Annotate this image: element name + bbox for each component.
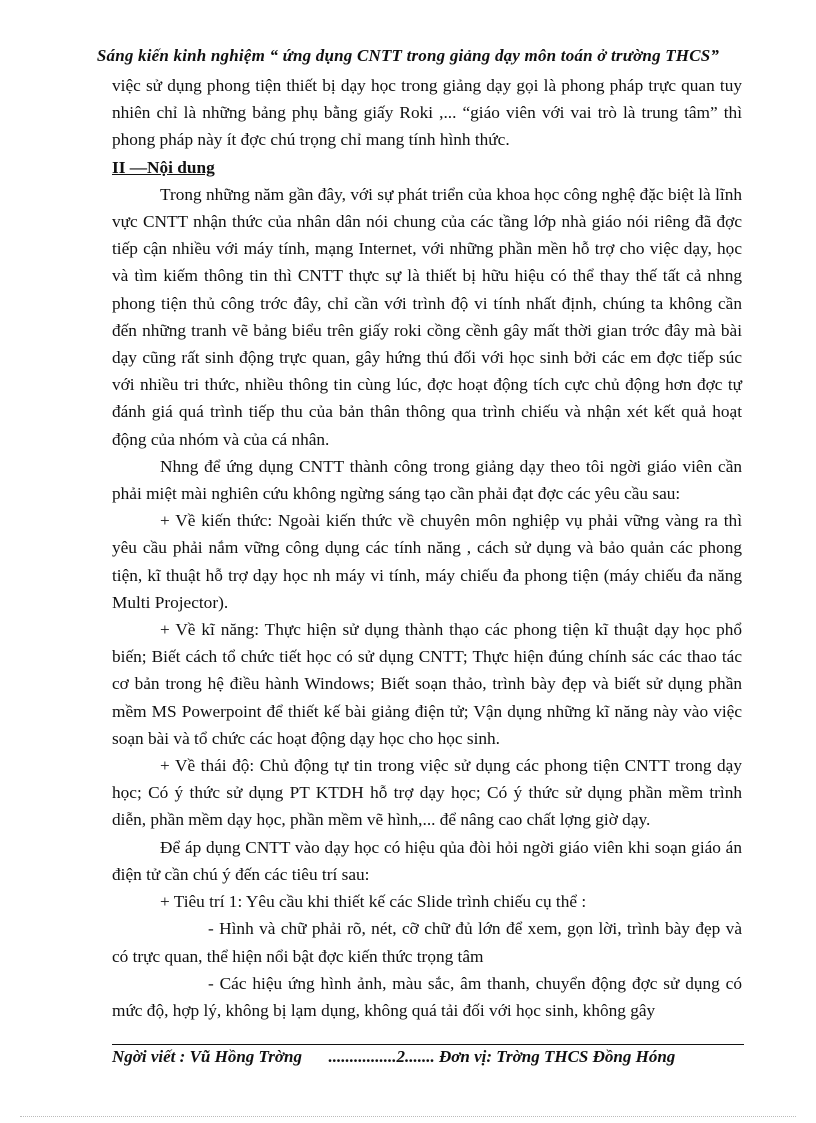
- page-footer: [112, 1047, 752, 1067]
- attitude-paragraph: + Về thái độ: Chủ động tự tin trong việc sử dụng các phong tiện CNTT trong dạy học; Có ý thức sử dụng PT KTDH hỗ trợ dạy học; Có ý thức sử dụng phần mềm trình diễn, phần mềm dạy học, phần mềm vẽ hình,... để nâng cao chất lợng giờ dạy.: [112, 756, 742, 830]
- footer-divider: [112, 1044, 744, 1045]
- section-heading: II —Nội dung: [112, 157, 215, 177]
- criterion-1: + Tiêu trí 1: Yêu cầu khi thiết kế các Slide trình chiếu cụ thể :: [160, 892, 587, 912]
- document-body: [112, 72, 742, 1024]
- skills-paragraph: + Về kĩ năng: Thực hiện sử dụng thành thạo các phong tiện kĩ thuật dạy học phổ biến; Biết cách tổ chức tiết học có sử dụng CNTT; Thực hiện đúng chính sác các thao tác cơ bản trong hệ điều hành Windows; Biết soạn thảo, trình bày đẹp và biết sử dụng phần mềm MS Powerpoint để thiết kế bài giảng điện tử; Vận dụng những kĩ năng này vào việc soạn bài và tổ chức các hoạt động dạy học cho học sinh.: [112, 620, 742, 748]
- page-header: Sáng kiến kinh nghiệm “ ứng dụng CNTT trong giảng dạy môn toán ở trường THCS”: [96, 46, 720, 65]
- knowledge-paragraph: + Về kiến thức: Ngoài kiến thức về chuyên môn nghiệp vụ phải vững vàng ra thì yêu cầu phải nắm vững công dụng các tính năng , cách sử dụng và bảo quản các phong tiện, kĩ thuật hỗ trợ dạy học nh máy vi tính, máy chiếu đa phong tiện (máy chiếu đa năng Multi Projector).: [112, 511, 742, 612]
- bullet-1: - Hình và chữ phải rõ, nét, cỡ chữ đủ lớn để xem, gọn lời, trình bày đẹp và có trực quan, thể hiện nổi bật đợc kiến thức trọng tâm: [112, 919, 742, 966]
- footer-author: Ngời viết : Vũ Hồng Trờng: [112, 1047, 302, 1066]
- footer-page-number: ................2.......: [328, 1047, 435, 1066]
- intro-paragraph: việc sử dụng phong tiện thiết bị dạy học trong giảng dạy gọi là phong pháp trực quan tuy nhiên chỉ là những bảng phụ bằng giấy Roki ,... “giáo viên với vai trò là trung tâm” thì phong pháp này ít đợc chú trọng chỉ mang tính hình thức.: [112, 76, 742, 150]
- footer-unit: Đơn vị: Trờng THCS Đồng Hóng: [439, 1047, 676, 1066]
- paragraph-2: Nhng để ứng dụng CNTT thành công trong giảng dạy theo tôi ngời giáo viên cần phải miệt mài nghiên cứu không ngừng sáng tạo cần phải đạt đợc các yêu cầu sau:: [112, 456, 742, 504]
- paragraph-1: Trong những năm gần đây, với sự phát triển của khoa học công nghệ đặc biệt là lĩnh vực CNTT nhận thức của nhân dân nói chung của các tầng lớp nhà giáo nói riêng đã đợc tiếp cận nhiều với máy tính, mạng Internet, với những phần mền hỗ trợ cho việc dạy, học và tìm kiếm thông tin thì CNTT thực sự là thiết bị hữu hiệu có thể thay thế tất cả nhng phong tiện thủ công trớc đây, chỉ cần với trình độ vi tính nhất định, chúng ta không cần đến những tranh vẽ bảng biểu trên giấy roki cồng cềnh gây mất thời gian trớc đây mà bài dạy cũng rất sinh động trực quan, gây hứng thú đối với học sinh bởi các em đợc tiếp súc với nhiều tri thức, nhiều thông tin cùng lúc, đợc hoạt động tích cực chủ động hơn đợc tự đánh giá quá trình tiếp thu của bản thân thông qua trình chiếu và nhận xét kết quả hoạt động của nhóm và của cá nhân.: [112, 184, 742, 449]
- bullet-2: - Các hiệu ứng hình ảnh, màu sắc, âm thanh, chuyển động đợc sử dụng có mức độ, hợp lý, không bị lạm dụng, không quá tải đối với học sinh, không gây: [112, 973, 742, 1020]
- paragraph-3: Để áp dụng CNTT vào dạy học có hiệu qủa đòi hỏi ngời giáo viên khi soạn giáo án điện tử cần chú ý đến các tiêu trí sau:: [112, 837, 742, 884]
- page-bottom-border: [20, 1116, 796, 1117]
